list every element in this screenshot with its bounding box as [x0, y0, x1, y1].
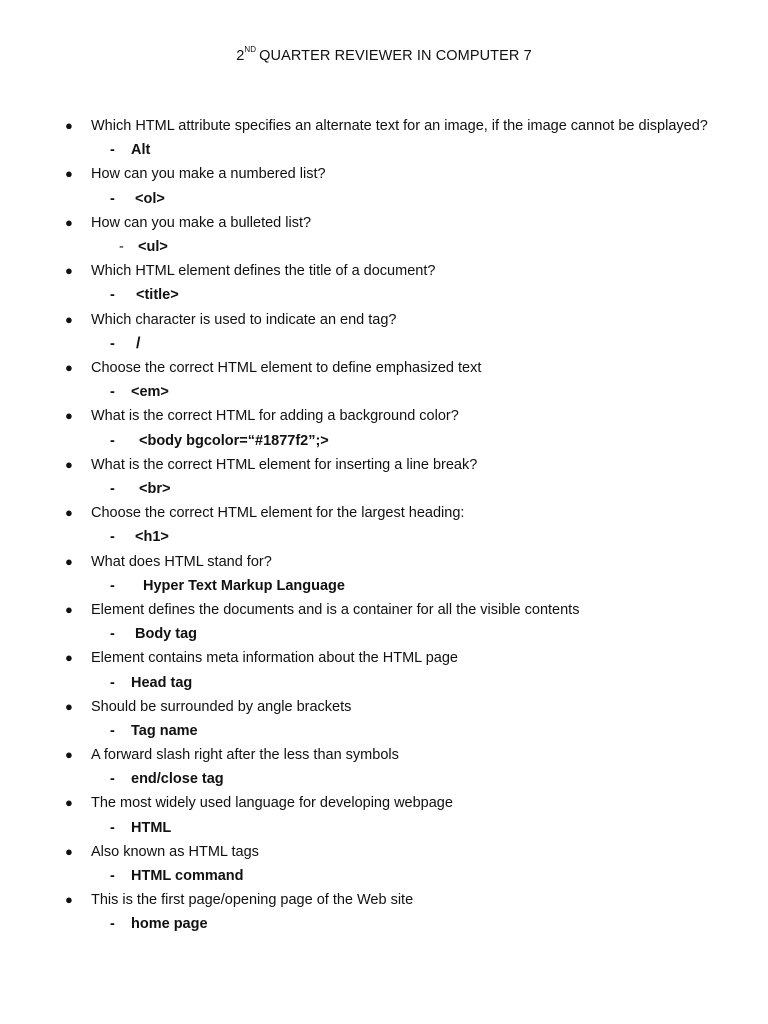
dash-marker: - [110, 771, 115, 788]
question-text: Choose the correct HTML element to define emphasized text [91, 359, 482, 376]
answer-text: Tag name [131, 722, 198, 739]
question-text: This is the first page/opening page of the Web site [91, 892, 414, 909]
answer-text: end/close tag [131, 771, 224, 788]
qa-item [0, 743, 768, 791]
bullet-icon: ● [65, 650, 73, 666]
dash-marker: - [110, 190, 115, 207]
question-text: The most widely used language for developing webpage [91, 795, 453, 812]
qa-item [0, 550, 768, 598]
dash-marker: - [110, 916, 115, 933]
answer-text: <title> [136, 287, 179, 304]
question-text: A forward slash right after the less than symbols [91, 747, 399, 764]
title-superscript: ND [244, 45, 257, 54]
dash-marker: - [110, 819, 115, 836]
bullet-icon: ● [65, 795, 73, 811]
question-list [0, 114, 768, 937]
qa-item [0, 646, 768, 694]
title-text: QUARTER REVIEWER IN COMPUTER 7 [259, 48, 532, 64]
qa-item [0, 791, 768, 839]
bullet-icon: ● [65, 408, 73, 424]
qa-item [0, 695, 768, 743]
qa-item [0, 259, 768, 307]
bullet-icon: ● [65, 698, 73, 714]
answer-text: / [136, 334, 141, 352]
dash-marker: - [110, 577, 115, 594]
answer-text: <ul> [138, 238, 168, 255]
question-text: What does HTML stand for? [91, 553, 272, 570]
answer-text: HTML [131, 819, 172, 836]
question-text: How can you make a bulleted list? [91, 214, 312, 231]
qa-item [0, 404, 768, 452]
dash-marker: - [110, 287, 115, 304]
dash-marker: - [110, 529, 115, 546]
question-text: Which character is used to indicate an end tag? [91, 311, 397, 328]
answer-text: home page [131, 916, 208, 933]
dash-marker: - [110, 480, 115, 497]
qa-item [0, 114, 768, 162]
bullet-icon: ● [65, 892, 73, 908]
question-text: What is the correct HTML for adding a background color? [91, 408, 459, 425]
dash-marker: - [110, 432, 115, 449]
bullet-icon: ● [65, 505, 73, 521]
dash-marker: - [110, 384, 115, 401]
answer-text: <h1> [135, 529, 169, 546]
answer-text: Hyper Text Markup Language [143, 577, 345, 594]
question-text: How can you make a numbered list? [91, 166, 326, 183]
bullet-icon: ● [65, 166, 73, 182]
qa-item [0, 840, 768, 888]
answer-text: Body tag [135, 626, 198, 643]
question-text: What is the correct HTML element for inserting a line break? [91, 456, 478, 473]
bullet-icon: ● [65, 214, 73, 230]
dash-marker: - [110, 722, 115, 739]
answer-text: <em> [131, 384, 169, 401]
bullet-icon: ● [65, 359, 73, 375]
answer-text: Head tag [131, 674, 193, 691]
dash-marker: - [110, 674, 115, 691]
dash-marker: - [110, 868, 115, 885]
page-title [0, 45, 768, 64]
bullet-icon: ● [65, 263, 73, 279]
answer-text: <br> [139, 480, 171, 497]
bullet-icon: ● [65, 747, 73, 763]
dash-marker: - [119, 238, 124, 255]
answer-text: HTML command [131, 868, 244, 885]
bullet-icon: ● [65, 456, 73, 472]
qa-item [0, 501, 768, 549]
question-text: Which HTML attribute specifies an alternate text for an image, if the image cannot be displayed? [91, 118, 708, 134]
qa-item [0, 356, 768, 404]
bullet-icon: ● [65, 553, 73, 569]
question-text: Element defines the documents and is a container for all the visible contents [91, 601, 580, 618]
dash-marker: - [110, 335, 115, 352]
qa-item [0, 308, 768, 356]
answer-text: <ol> [135, 190, 165, 207]
question-text: Which HTML element defines the title of a document? [91, 263, 436, 280]
bullet-icon: ● [65, 601, 73, 617]
qa-item [0, 211, 768, 259]
question-text: Element contains meta information about the HTML page [91, 650, 458, 667]
bullet-icon: ● [65, 843, 73, 859]
dash-marker: - [110, 142, 115, 159]
qa-item [0, 162, 768, 210]
dash-marker: - [110, 626, 115, 643]
answer-text: Alt [131, 142, 151, 159]
answer-text: <body bgcolor=“#1877f2”;> [139, 432, 329, 449]
qa-item [0, 453, 768, 501]
question-text: Should be surrounded by angle brackets [91, 698, 352, 715]
qa-item [0, 888, 768, 936]
question-text: Also known as HTML tags [91, 843, 259, 860]
title-number: 2 [236, 48, 245, 64]
bullet-icon: ● [65, 118, 73, 133]
qa-item [0, 598, 768, 646]
question-text: Choose the correct HTML element for the largest heading: [91, 505, 465, 522]
bullet-icon: ● [65, 311, 73, 327]
